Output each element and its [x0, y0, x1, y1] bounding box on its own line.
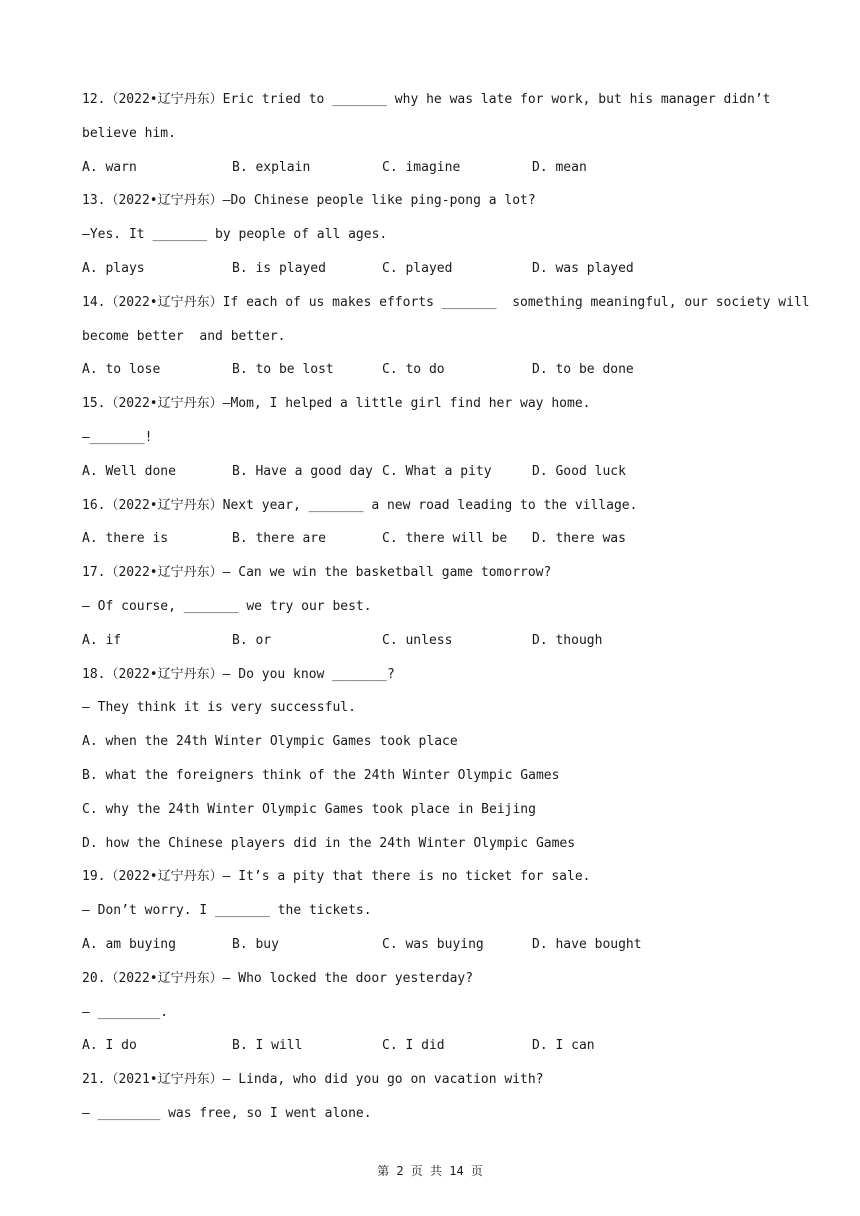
question-text-line: A. when the 24th Winter Olympic Games took place — [82, 734, 458, 750]
answer-option: B. explain — [232, 159, 311, 175]
answer-option: D. Good luck — [532, 463, 626, 479]
answer-options — [82, 455, 782, 489]
question-text-line: D. how the Chinese players did in the 24th Winter Olympic Games — [82, 835, 576, 851]
answer-option: B. Have a good day — [232, 463, 373, 479]
answer-option: D. have bought — [532, 936, 642, 952]
answer-option: A. I do — [82, 1038, 137, 1054]
answer-options — [82, 522, 782, 556]
answer-option: D. I can — [532, 1038, 595, 1054]
answer-option: B. or — [232, 632, 272, 648]
answer-options — [82, 353, 782, 387]
question-text-line: 15.（2022•辽宁丹东）—Mom, I helped a little girl find her way home. — [82, 396, 591, 412]
answer-option: D. though — [532, 632, 603, 648]
answer-option: D. there was — [532, 531, 626, 547]
answer-option: C. unless — [382, 632, 453, 648]
question-text-line: 12.（2022•辽宁丹东）Eric tried to _______ why he was late for work, but his manager didn’t — [82, 92, 771, 107]
question-text-line: — ________. — [82, 1004, 169, 1020]
question-text-line: believe him. — [82, 125, 176, 141]
question-text-line: — They think it is very successful. — [82, 700, 356, 716]
page-footer: 第 2 页 共 14 页 — [377, 1164, 483, 1178]
question-text-line: —_______! — [82, 429, 153, 445]
answer-options — [82, 1029, 782, 1063]
answer-option: D. mean — [532, 159, 587, 175]
answer-option: C. What a pity — [382, 463, 492, 479]
question-text-line: — ________ was free, so I went alone. — [82, 1105, 372, 1121]
answer-option: C. played — [382, 260, 453, 276]
question-text-line: 16.（2022•辽宁丹东）Next year, _______ a new road leading to the village. — [82, 497, 638, 513]
question-text-line: — Of course, _______ we try our best. — [82, 598, 372, 614]
answer-option: A. am buying — [82, 936, 176, 952]
answer-option: A. there is — [82, 531, 169, 547]
question-text-line: — Don’t worry. I _______ the tickets. — [82, 903, 372, 919]
question-text-line: 14.（2022•辽宁丹东）If each of us makes efforts _______ something meaningful, our society will — [82, 294, 810, 310]
question-text-line: 19.（2022•辽宁丹东）— It’s a pity that there is no ticket for sale. — [82, 869, 591, 885]
answer-option: B. buy — [232, 936, 279, 952]
answer-option: C. was buying — [382, 936, 484, 952]
answer-option: A. warn — [82, 159, 137, 175]
answer-option: B. I will — [232, 1038, 303, 1054]
answer-option: A. if — [82, 632, 122, 648]
question-text-line: B. what the foreigners think of the 24th Winter Olympic Games — [82, 767, 560, 783]
question-text-line: 20.（2022•辽宁丹东）— Who locked the door yesterday? — [82, 970, 474, 986]
answer-options — [82, 928, 782, 962]
answer-option: B. is played — [232, 260, 326, 276]
answer-option: A. plays — [82, 260, 145, 276]
answer-option: B. to be lost — [232, 362, 334, 378]
answer-option: A. Well done — [82, 463, 176, 479]
answer-option: A. to lose — [82, 362, 161, 378]
question-list — [82, 83, 810, 1131]
answer-option: C. imagine — [382, 159, 461, 175]
answer-option: C. I did — [382, 1038, 445, 1054]
answer-option: C. to do — [382, 362, 445, 378]
answer-option: B. there are — [232, 531, 326, 547]
answer-option: D. was played — [532, 260, 634, 276]
question-text-line: 17.（2022•辽宁丹东）— Can we win the basketball game tomorrow? — [82, 565, 552, 581]
question-text-line: 13.（2022•辽宁丹东）—Do Chinese people like ping-pong a lot? — [82, 193, 536, 209]
question-text-line: —Yes. It _______ by people of all ages. — [82, 227, 388, 243]
answer-option: C. there will be — [382, 531, 508, 547]
answer-options — [82, 624, 782, 658]
question-text-line: become better and better. — [82, 328, 286, 344]
answer-option: D. to be done — [532, 362, 634, 378]
question-text-line: 21.（2021•辽宁丹东）— Linda, who did you go on vacation with? — [82, 1072, 544, 1088]
answer-options — [82, 151, 782, 185]
question-text-line: C. why the 24th Winter Olympic Games took place in Beijing — [82, 801, 536, 817]
question-text-line: 18.（2022•辽宁丹东）— Do you know _______? — [82, 666, 395, 682]
answer-options — [82, 252, 782, 286]
